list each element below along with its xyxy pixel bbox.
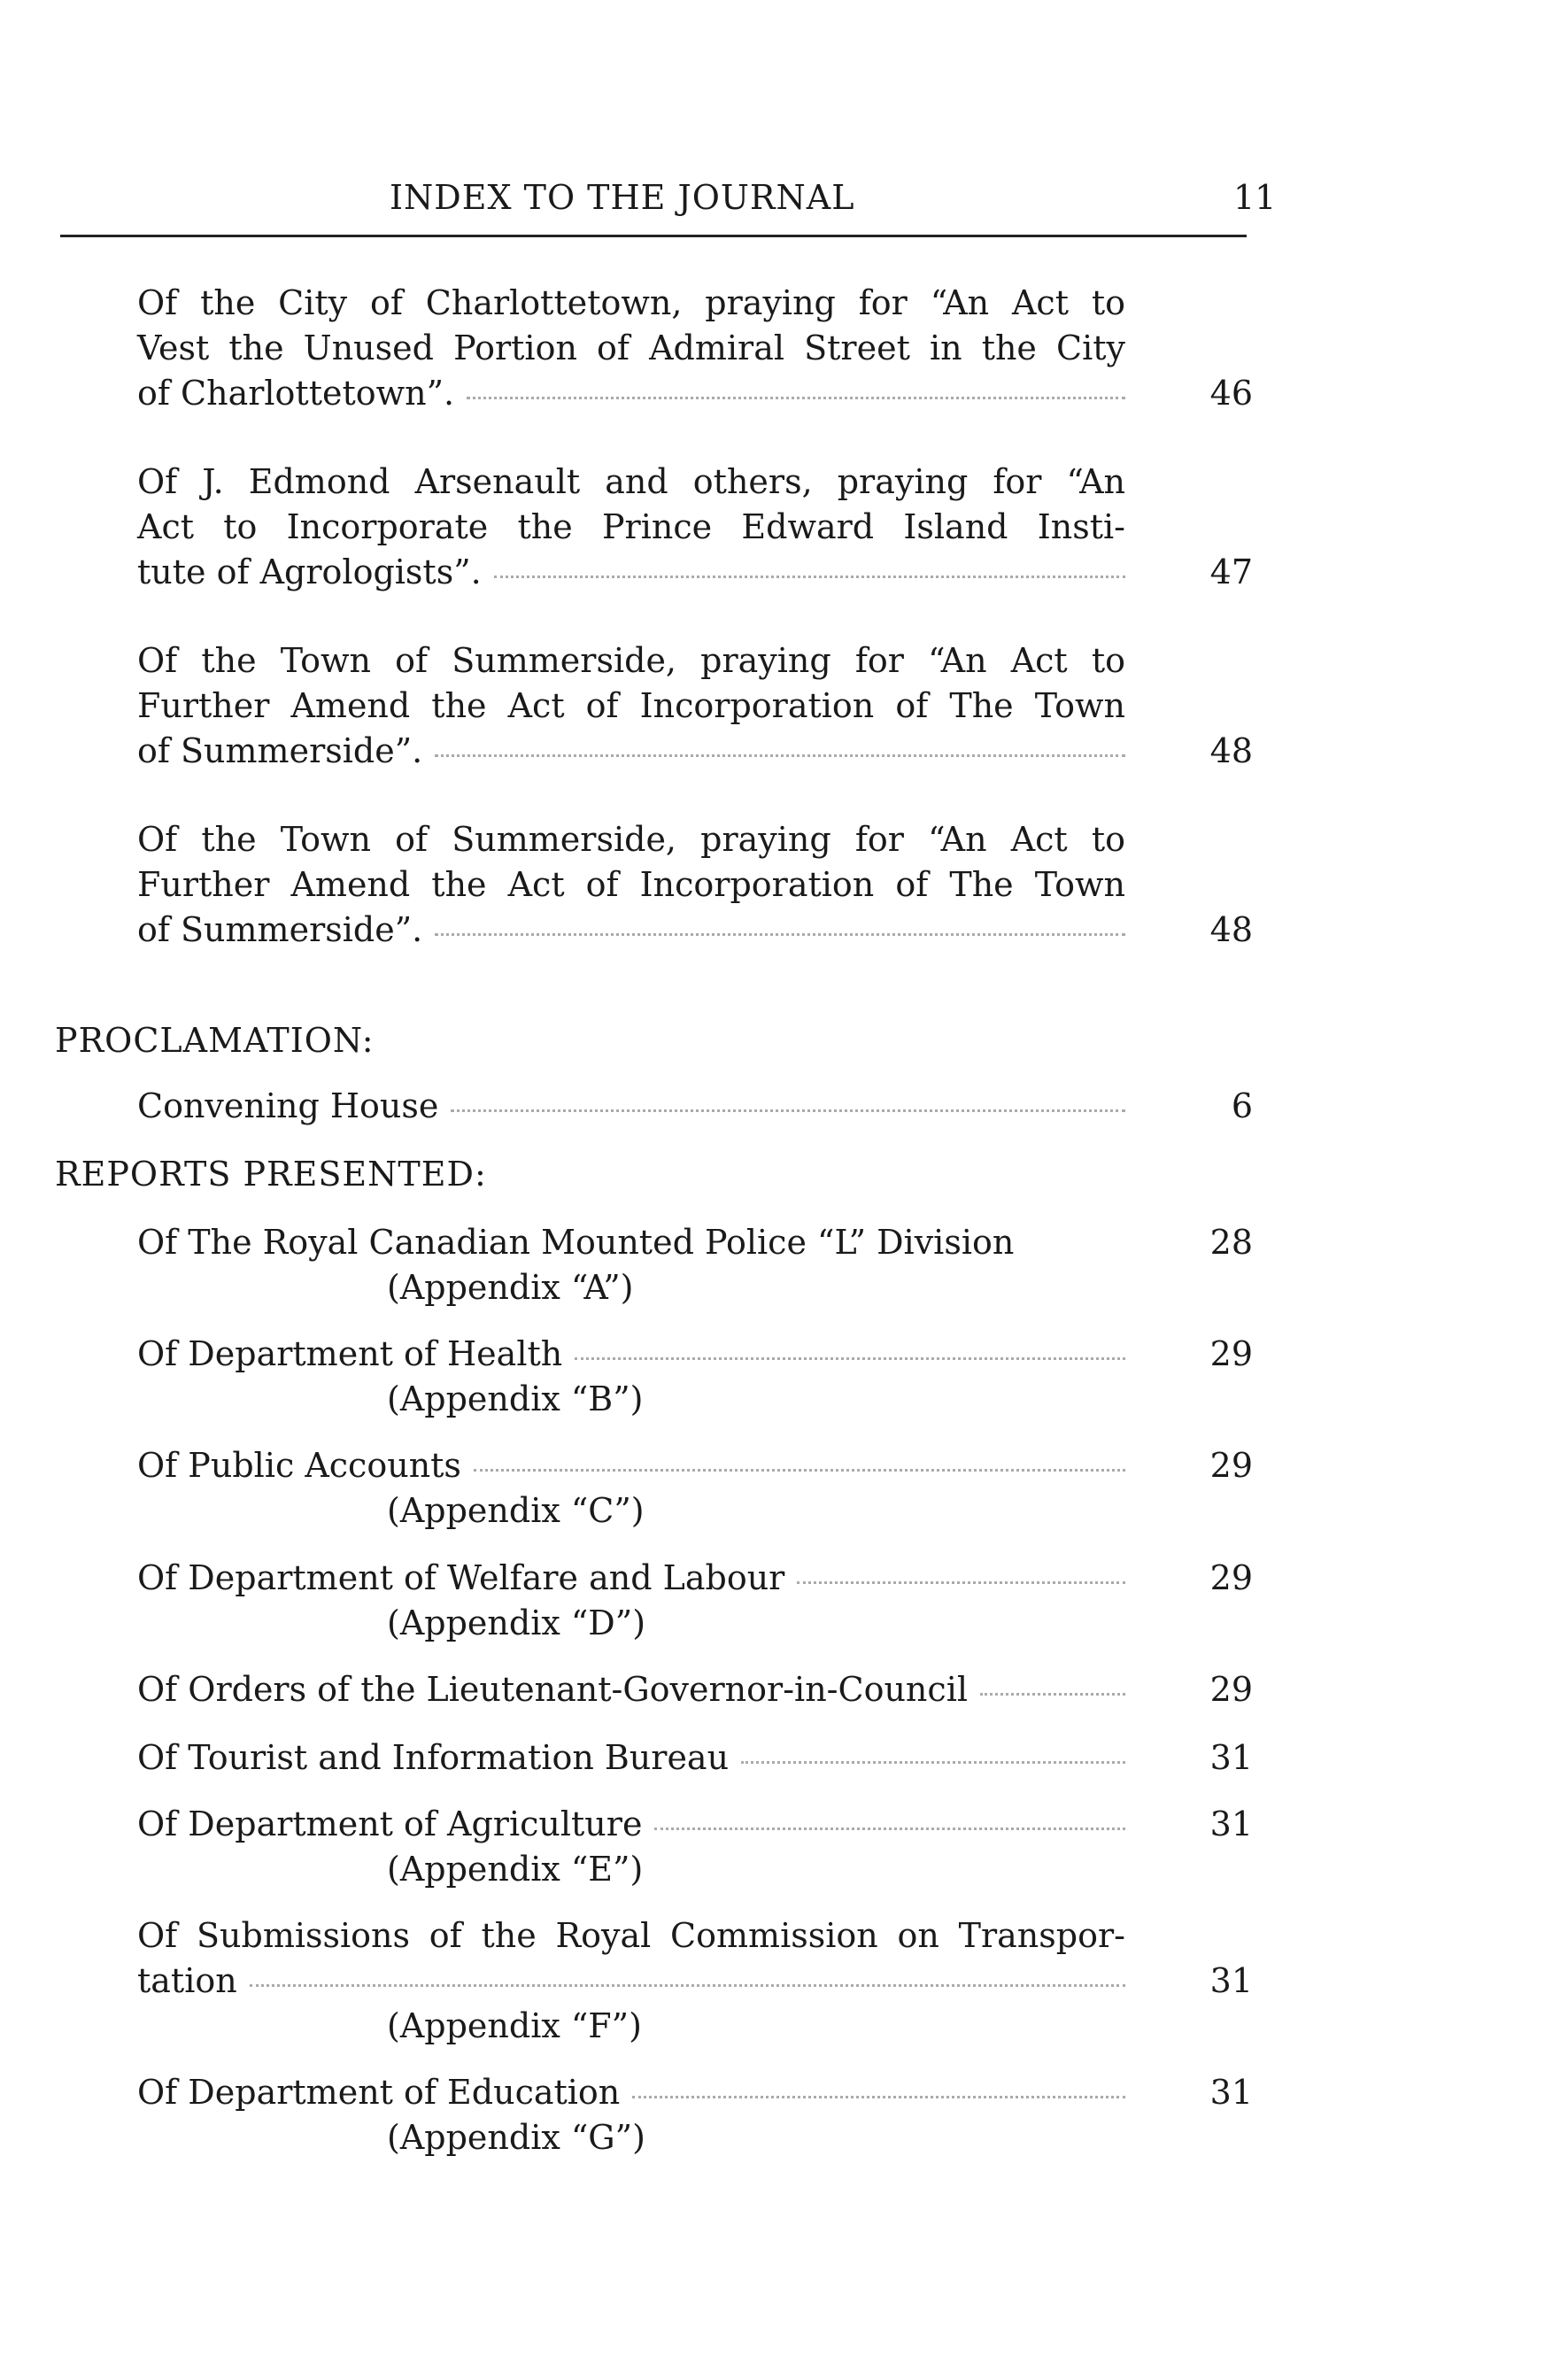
entry-page-number: 28 — [1209, 1223, 1253, 1262]
entry-page-number: 31 — [1209, 1961, 1253, 2000]
running-head — [0, 175, 1545, 220]
entry-line: Further Amend the Act of Incorporation of The Town — [137, 686, 1125, 725]
entry-line-text: Of Public Accounts — [137, 1446, 461, 1485]
entry-line-text: of Charlottetown”. — [137, 374, 455, 413]
entry-page-number: 48 — [1209, 910, 1253, 949]
entry-line — [137, 1442, 1125, 1488]
entry-page-number: 29 — [1209, 1558, 1253, 1597]
entry-page-number: 6 — [1231, 1086, 1253, 1125]
appendix-reference: (Appendix “A”) — [387, 1268, 634, 1307]
entry-page-number: 29 — [1209, 1334, 1253, 1373]
dot-leader — [632, 2094, 1125, 2098]
entry-line-text: Of Orders of the Lieutenant-Governor-in-Council — [137, 1670, 968, 1709]
entry-line — [137, 1666, 1125, 1712]
appendix-reference: (Appendix “F”) — [387, 2006, 642, 2045]
entry-line-text: Of Department of Health — [137, 1334, 563, 1373]
entry-page-number: 47 — [1209, 552, 1253, 591]
entry-page-number: 46 — [1209, 374, 1253, 413]
entry-line-text: of Summerside”. — [137, 731, 423, 770]
section-heading-reports: REPORTS PRESENTED: — [55, 1155, 487, 1194]
entry-line — [137, 1735, 1125, 1781]
entry-line-text: of Summerside”. — [137, 910, 423, 949]
entry-line: Of the City of Charlottetown, praying for “An Act to — [137, 283, 1125, 322]
entry-line-text: tute of Agrologists”. — [137, 552, 482, 591]
dot-leader — [741, 1759, 1125, 1764]
dot-leader — [494, 574, 1125, 578]
entry-line — [137, 907, 1125, 953]
entry-page-number: 31 — [1209, 1804, 1253, 1843]
appendix-reference: (Appendix “B”) — [387, 1379, 644, 1418]
entry-page-number: 31 — [1209, 2073, 1253, 2112]
entry-line-text: Of Tourist and Information Bureau — [137, 1738, 730, 1777]
entry-line — [137, 2069, 1125, 2115]
entry-line: Further Amend the Act of Incorporation of The Town — [137, 865, 1125, 904]
entry-line: Vest the Unused Portion of Admiral Street in the City — [137, 328, 1125, 367]
header-rule — [60, 235, 1247, 237]
entry-line-text: Of Department of Agriculture — [137, 1804, 643, 1843]
appendix-reference: (Appendix “D”) — [387, 1603, 646, 1642]
entry-page-number: 31 — [1209, 1738, 1253, 1777]
entry-page-number: 48 — [1209, 731, 1253, 770]
appendix-reference: (Appendix “G”) — [387, 2118, 645, 2157]
dot-leader — [435, 931, 1125, 936]
dot-leader — [575, 1356, 1125, 1360]
dot-leader — [654, 1826, 1125, 1830]
entry-line — [137, 1958, 1125, 2004]
appendix-reference: (Appendix “E”) — [387, 1850, 644, 1889]
entry-line: Of The Royal Canadian Mounted Police “L” Division — [137, 1223, 1015, 1262]
entry-line — [137, 1555, 1125, 1601]
dot-leader — [451, 1108, 1125, 1112]
entry-line: Of J. Edmond Arsenault and others, praying for “An — [137, 462, 1125, 501]
dot-leader — [435, 753, 1125, 757]
dot-leader — [474, 1467, 1125, 1472]
entry-page-number: 29 — [1209, 1446, 1253, 1485]
entry-line — [137, 1801, 1125, 1847]
entry-line — [137, 1083, 1125, 1129]
dot-leader — [467, 395, 1125, 399]
entry-line — [137, 728, 1125, 774]
appendix-reference: (Appendix “C”) — [387, 1491, 645, 1530]
running-title: INDEX TO THE JOURNAL — [390, 178, 855, 217]
entry-line-text: Of Department of Welfare and Labour — [137, 1558, 785, 1597]
page-number: 11 — [1233, 178, 1277, 217]
entry-line: Of Submissions of the Royal Commission on Transpor- — [137, 1916, 1125, 1955]
entry-line-text: tation — [137, 1961, 237, 2000]
dot-leader — [980, 1691, 1125, 1696]
section-heading-proclamation: PROCLAMATION: — [55, 1021, 375, 1060]
entry-line — [137, 1331, 1125, 1377]
entry-page-number: 29 — [1209, 1670, 1253, 1709]
dot-leader — [250, 1982, 1125, 1987]
dot-leader — [797, 1580, 1125, 1584]
entry-line — [137, 370, 1125, 416]
entry-line-text: Of Department of Education — [137, 2073, 621, 2112]
entry-line: Act to Incorporate the Prince Edward Island Insti- — [137, 507, 1125, 546]
entry-line: Of the Town of Summerside, praying for “An Act to — [137, 641, 1125, 680]
entry-line: Of the Town of Summerside, praying for “An Act to — [137, 820, 1125, 859]
entry-line-text: Convening House — [137, 1086, 439, 1125]
entry-line — [137, 549, 1125, 595]
